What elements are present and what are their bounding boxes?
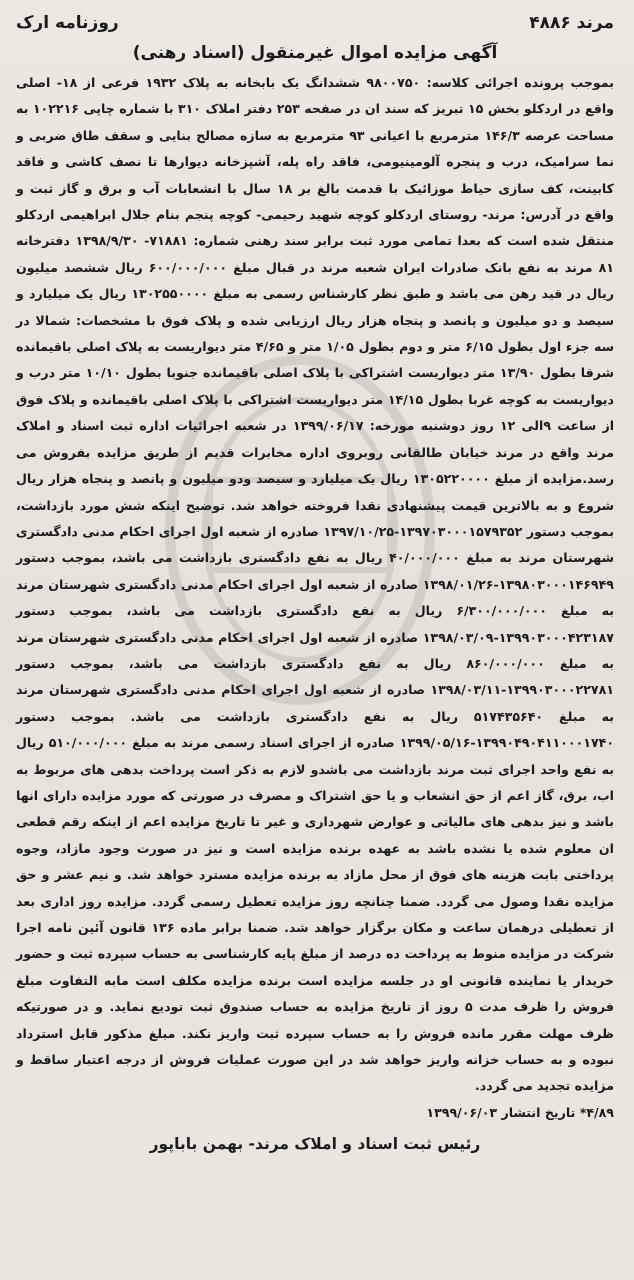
- signature-line: رئیس ثبت اسناد و املاک مرند- بهمن باباپور: [149, 1135, 481, 1154]
- header: [16, 8, 614, 38]
- ad-title: آگهی مزایده اموال غیرمنقول (اسناد رهنی): [132, 43, 498, 63]
- ad-body: [16, 70, 614, 1126]
- newspaper-name: روزنامه ارک: [16, 13, 119, 33]
- publish-date-line: ۴/۸۹* تاریخ انتشار ۱۳۹۹/۰۶/۰۳: [426, 1104, 614, 1120]
- ad-number: مرند ۴۸۸۶: [529, 13, 614, 33]
- ad-body-text: بموجب پرونده اجرائی کلاسه: ۹۸۰۰۷۵۰ ششدانگ یک بابخانه به پلاک ۱۹۳۲ فرعی از ۱۸- اصلی واقع در اردکلو بخش ۱۵ تبریز که سند ان در صفحه ۲۵۳ دفتر املاک ۳۱۰ با شماره چاپی ۱۰۲۲۱۶ به مساحت عرصه ۱۴۶/۳ مترمربع با اعیانی ۹۳ مترمربع به سازه مصالح بنایی و سقف طاق ضربی و نما سرامیک، درب و پنجره آلومینیومی، فاقد راه پله، آشپزخانه دیوارها تا نصف کاشی و فاقد کابینت، کف سازی حیاط موزائیک با قدمت بالغ بر ۱۸ سال با انشعابات آب و برق و گاز ثبت و واقع در آدرس: مرند- روستای اردکلو کوچه شهید رحیمی- کوچه پنجم بنام جلال ابراهیمی اردکلو منتقل شده است که بعدا تمامی مورد ثبت برابر سند رهنی شماره: ۷۱۸۸۱- ۱۳۹۸/۹/۳۰ دفترخانه ۸۱ مرند به نفع بانک صادرات ایران شعبه مرند در قبال مبلغ ۶۰۰/۰۰۰/۰۰۰ ریال ششصد میلیون ریال در قید رهن می باشد و طبق نظر کارشناس رسمی به مبلغ ۱۳۰۲۵۵۰۰۰۰ ریال یک میلیارد و سیصد و دو میلیون و پانصد و پنجاه هزار ریال ارزیابی شده و پلاک فوق با مشخصات: شمالا در سه جزء اول بطول ۶/۱۵ متر و دوم بطول ۱/۰۵ متر و ۴/۶۵ متر دیواریست به پلاک اصلی باقیمانده شرقا بطول ۱۳/۹۰ متر دیواریست اشتراکی با پلاک اصلی باقیمانده جنوبا بطول ۱۰/۱۰ متر درب و دیواریست به کوچه غربا بطول ۱۴/۱۵ متر دیواریست اشتراکی با پلاک اصلی باقیمانده و پلاک فوق از ساعت ۹الی ۱۲ روز دوشنبه مورخه: ۱۳۹۹/۰۶/۱۷ در شعبه اجرائیات اداره ثبت اسناد و املاک مرند واقع در مرند خیابان طالقانی روبروی اداره مخابرات قدیم از طریق مزایده بفروش می رسد.مزایده از مبلغ ۱۳۰۵۲۲۰۰۰۰ ریال یک میلیارد و سیصد ودو میلیون و پانصد و پنجاه هزار ریال شروع و به بالاترین قیمت پیشنهادی نقدا فروخته خواهد شد. توضیح اینکه شش مورد بازداشت، بموجب دستور ۱۳۹۷۰۳۰۰۰۱۵۷۹۳۵۲-۱۳۹۷/۱۰/۲۵ صادره از شعبه اول اجرای احکام مدنی دادگستری شهرستان مرند به مبلغ ۴۰/۰۰۰/۰۰۰ ریال به نفع دادگستری بازداشت می باشد، بموجب دستور ۱۳۹۸۰۳۰۰۰۱۴۶۹۴۹-۱۳۹۸/۰۱/۲۶ صادره از شعبه اول اجرای احکام مدنی دادگستری شهرستان مرند به مبلغ ۶/۳۰۰/۰۰۰/۰۰۰ ریال به نفع دادگستری بازداشت می باشد، بموجب دستور ۱۳۹۹۰۳۰۰۰۴۲۳۱۸۷-۱۳۹۸/۰۳/۰۹ صادره از شعبه اول اجرای احکام مدنی دادگستری شهرستان مرند به مبلغ ۸۶۰/۰۰۰/۰۰۰ ریال به نفع دادگستری بازداشت می باشد، بموجب دستور ۱۳۹۹۰۳۰۰۰۲۲۷۸۱-۱۳۹۸/۰۳/۱۱ صادره از شعبه اول اجرای احکام مدنی دادگستری شهرستان مرند به مبلغ ۵۱۷۴۳۵۶۴۰ ریال به نفع دادگستری بازداشت می باشد. بموجب دستور ۱۳۹۹۰۴۹۰۴۱۱۰۰۰۱۷۴۰-۱۳۹۹/۰۵/۱۶ صادره از اجرای اسناد رسمی مرند به مبلغ ۵۱۰/۰۰۰/۰۰۰ ریال به نفع واحد اجرای ثبت مرند بازداشت می باشدو لازم به ذکر است پرداخت بدهی های مربوط به اب، برق، گاز اعم از حق انشعاب و یا حق اشتراک و مصرف در صورتی که مورد مزایده دارای انها باشد و نیز بدهی های مالیاتی و عوارض شهرداری و غیر تا تاریخ مزایده اعم از اینکه رقم قطعی ان معلوم شده یا نشده باشد به عهده برنده مزایده است و نیز در صورت وجود مازاد، وجوه پرداختی بابت هزینه های فوق از محل مازاد به برنده مزایده مسترد خواهد شد. و نیم عشر و حق مزایده نقدا وصول می گردد. ضمنا چنانچه روز مزایده تعطیل رسمی گردد. مزایده روز اداری بعد از تعطیلی درهمان ساعت و مکان برگزار خواهد شد. ضمنا برابر ماده ۱۳۶ قانون آئین نامه اجرا شرکت در مزایده منوط به پرداخت ده درصد از مبلغ پایه کارشناسی به حساب سپرده ثبت و حضور خریدار یا نماینده قانونی او در جلسه مزایده است برنده مزایده مکلف است مابه التفاوت مبلغ فروش را ظرف مدت ۵ روز از تاریخ مزایده به حساب صندوق ثبت تودیع نماید. و در صورتیکه ظرف مهلت مقرر مانده فروش را به حساب سپرده ثبت واریز نکند. مبلغ مذکور قابل استرداد نبوده و به حساب خزانه واریز خواهد شد در این صورت عملیات فروش از درجه اعتبار ساقط و مزایده تجدید می گردد.: [16, 75, 615, 1094]
